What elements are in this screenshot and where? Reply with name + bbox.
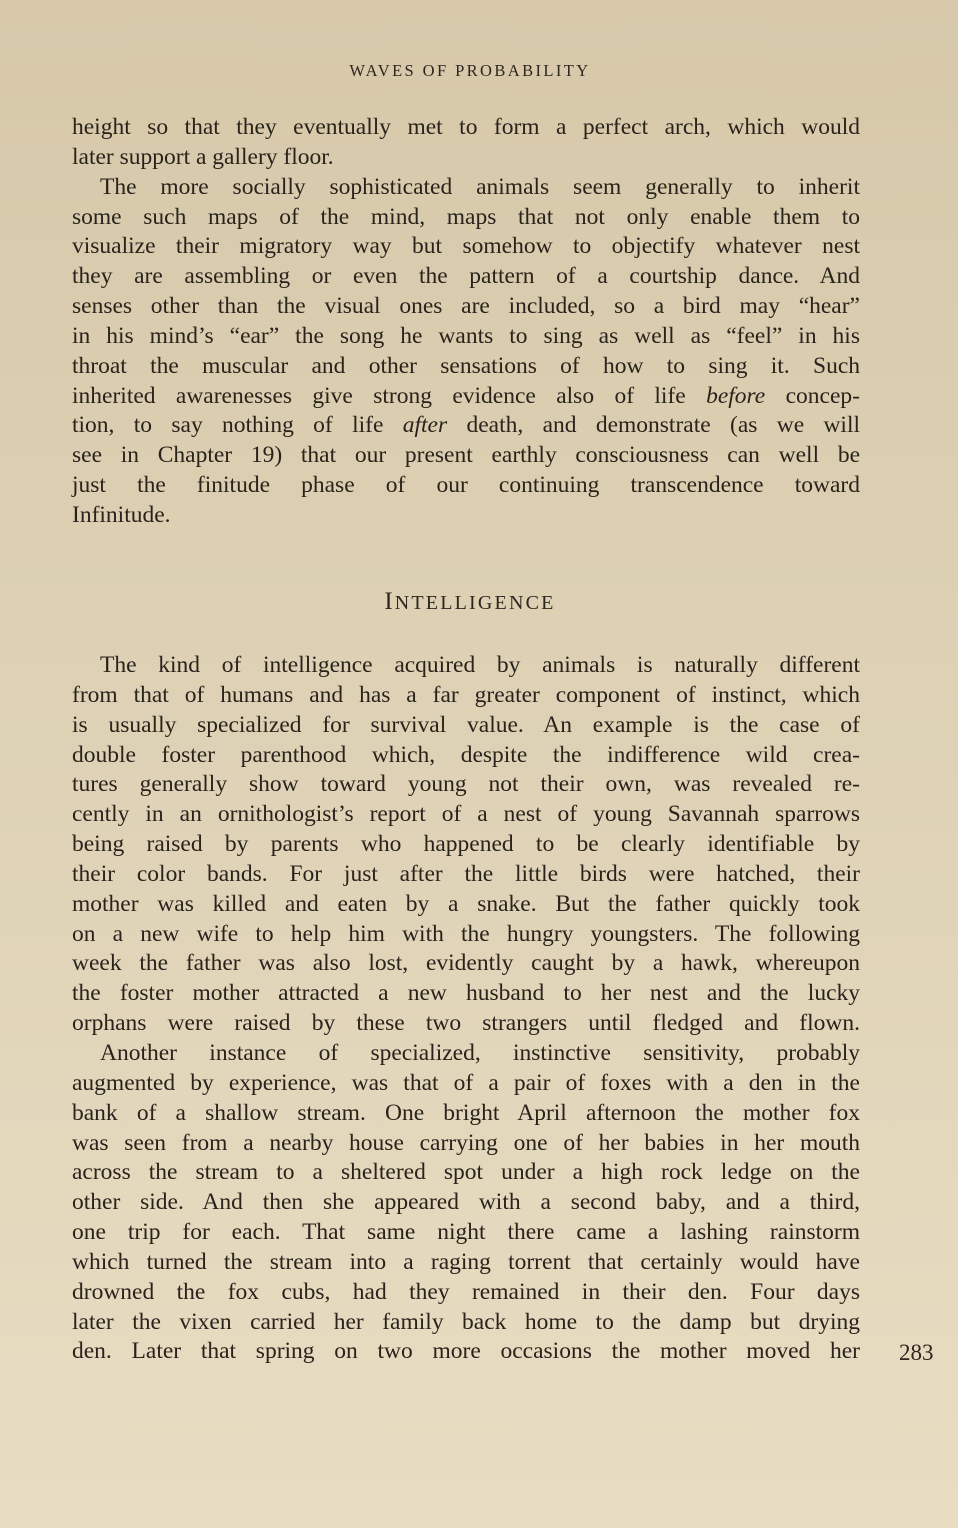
italic-word: after <box>402 412 448 439</box>
heading-rest: NTELLIGENCE <box>394 592 556 614</box>
text-line: one trip for each. That same night there came a lashing rainstorm <box>72 1219 860 1246</box>
text-line: later the vixen carried her family back home to the damp but drying <box>72 1308 860 1335</box>
text-line: week the father was also lost, evidently caught by a hawk, whereupon <box>72 950 860 977</box>
text-run: death, and demonstrate (as we will <box>466 412 861 439</box>
section-heading <box>0 588 940 616</box>
text-line: in his mind’s “ear” the song he wants to sing as well as “feel” in his <box>72 322 860 349</box>
text-line: bank of a shallow stream. One bright April afternoon the mother fox <box>72 1099 860 1126</box>
text-line: being raised by parents who happened to be clearly identifiable by <box>72 831 860 858</box>
text-line: orphans were raised by these two strangers until fledged and flown. <box>72 1010 860 1037</box>
italic-word: before <box>706 382 766 409</box>
text-run: concep- <box>785 382 860 409</box>
text-block-continued <box>72 113 860 531</box>
text-line: Another instance of specialized, instinctive sensitivity, probably <box>100 1039 860 1066</box>
heading-initial: I <box>384 588 395 615</box>
text-line: which turned the stream into a raging torrent that certainly would have <box>72 1248 860 1275</box>
text-line: some such maps of the mind, maps that not only enable them to <box>72 203 860 230</box>
text-line: is usually specialized for survival value. An example is the case of <box>72 711 860 738</box>
text-line: they are assembling or even the pattern of a courtship dance. And <box>72 263 860 290</box>
text-line: den. Later that spring on two more occasions the mother moved her <box>72 1338 860 1365</box>
text-line: Infinitude. <box>72 501 171 528</box>
text-line: the foster mother attracted a new husband to her nest and the lucky <box>72 980 860 1007</box>
text-run: tion, to say nothing of life <box>72 412 384 439</box>
text-line: later support a gallery floor. <box>72 143 334 170</box>
text-line: tures generally show toward young not their own, was revealed re- <box>72 771 860 798</box>
text-line: double foster parenthood which, despite the indifference wild crea- <box>72 741 860 768</box>
text-line: cently in an ornithologist’s report of a nest of young Savannah sparrows <box>72 801 860 828</box>
text-run: inherited awarenesses give strong evidence also of life <box>72 382 686 409</box>
text-line <box>72 411 860 441</box>
text-line <box>72 382 860 412</box>
text-block-intelligence <box>72 651 860 1367</box>
text-line: from that of humans and has a far greater component of instinct, which <box>72 681 860 708</box>
text-line: drowned the fox cubs, had they remained in their den. Four days <box>72 1278 860 1305</box>
page-number: 283 <box>899 1340 934 1365</box>
text-line: augmented by experience, was that of a pair of foxes with a den in the <box>72 1069 860 1096</box>
text-line: height so that they eventually met to form a perfect arch, which would <box>72 114 860 140</box>
text-line: visualize their migratory way but somehow to objectify whatever nest <box>72 233 860 260</box>
text-line: across the stream to a sheltered spot under a high rock ledge on the <box>72 1159 860 1186</box>
text-line: mother was killed and eaten by a snake. But the father quickly took <box>72 890 860 917</box>
text-line: other side. And then she appeared with a second baby, and a third, <box>72 1189 860 1216</box>
text-line: on a new wife to help him with the hungry youngsters. The following <box>72 920 860 947</box>
text-line: The kind of intelligence acquired by animals is naturally different <box>100 652 860 678</box>
text-line: see in Chapter 19) that our present earthly consciousness can well be <box>72 442 860 469</box>
text-line: The more socially sophisticated animals seem generally to inherit <box>100 173 860 200</box>
running-head: WAVES OF PROBABILITY <box>349 61 591 80</box>
text-line: their color bands. For just after the little birds were hatched, their <box>72 860 860 887</box>
text-line: just the finitude phase of our continuing transcendence toward <box>72 472 860 499</box>
text-line: senses other than the visual ones are included, so a bird may “hear” <box>72 293 860 320</box>
text-line: was seen from a nearby house carrying one of her babies in her mouth <box>72 1129 860 1156</box>
text-line: throat the muscular and other sensations of how to sing it. Such <box>72 352 860 379</box>
